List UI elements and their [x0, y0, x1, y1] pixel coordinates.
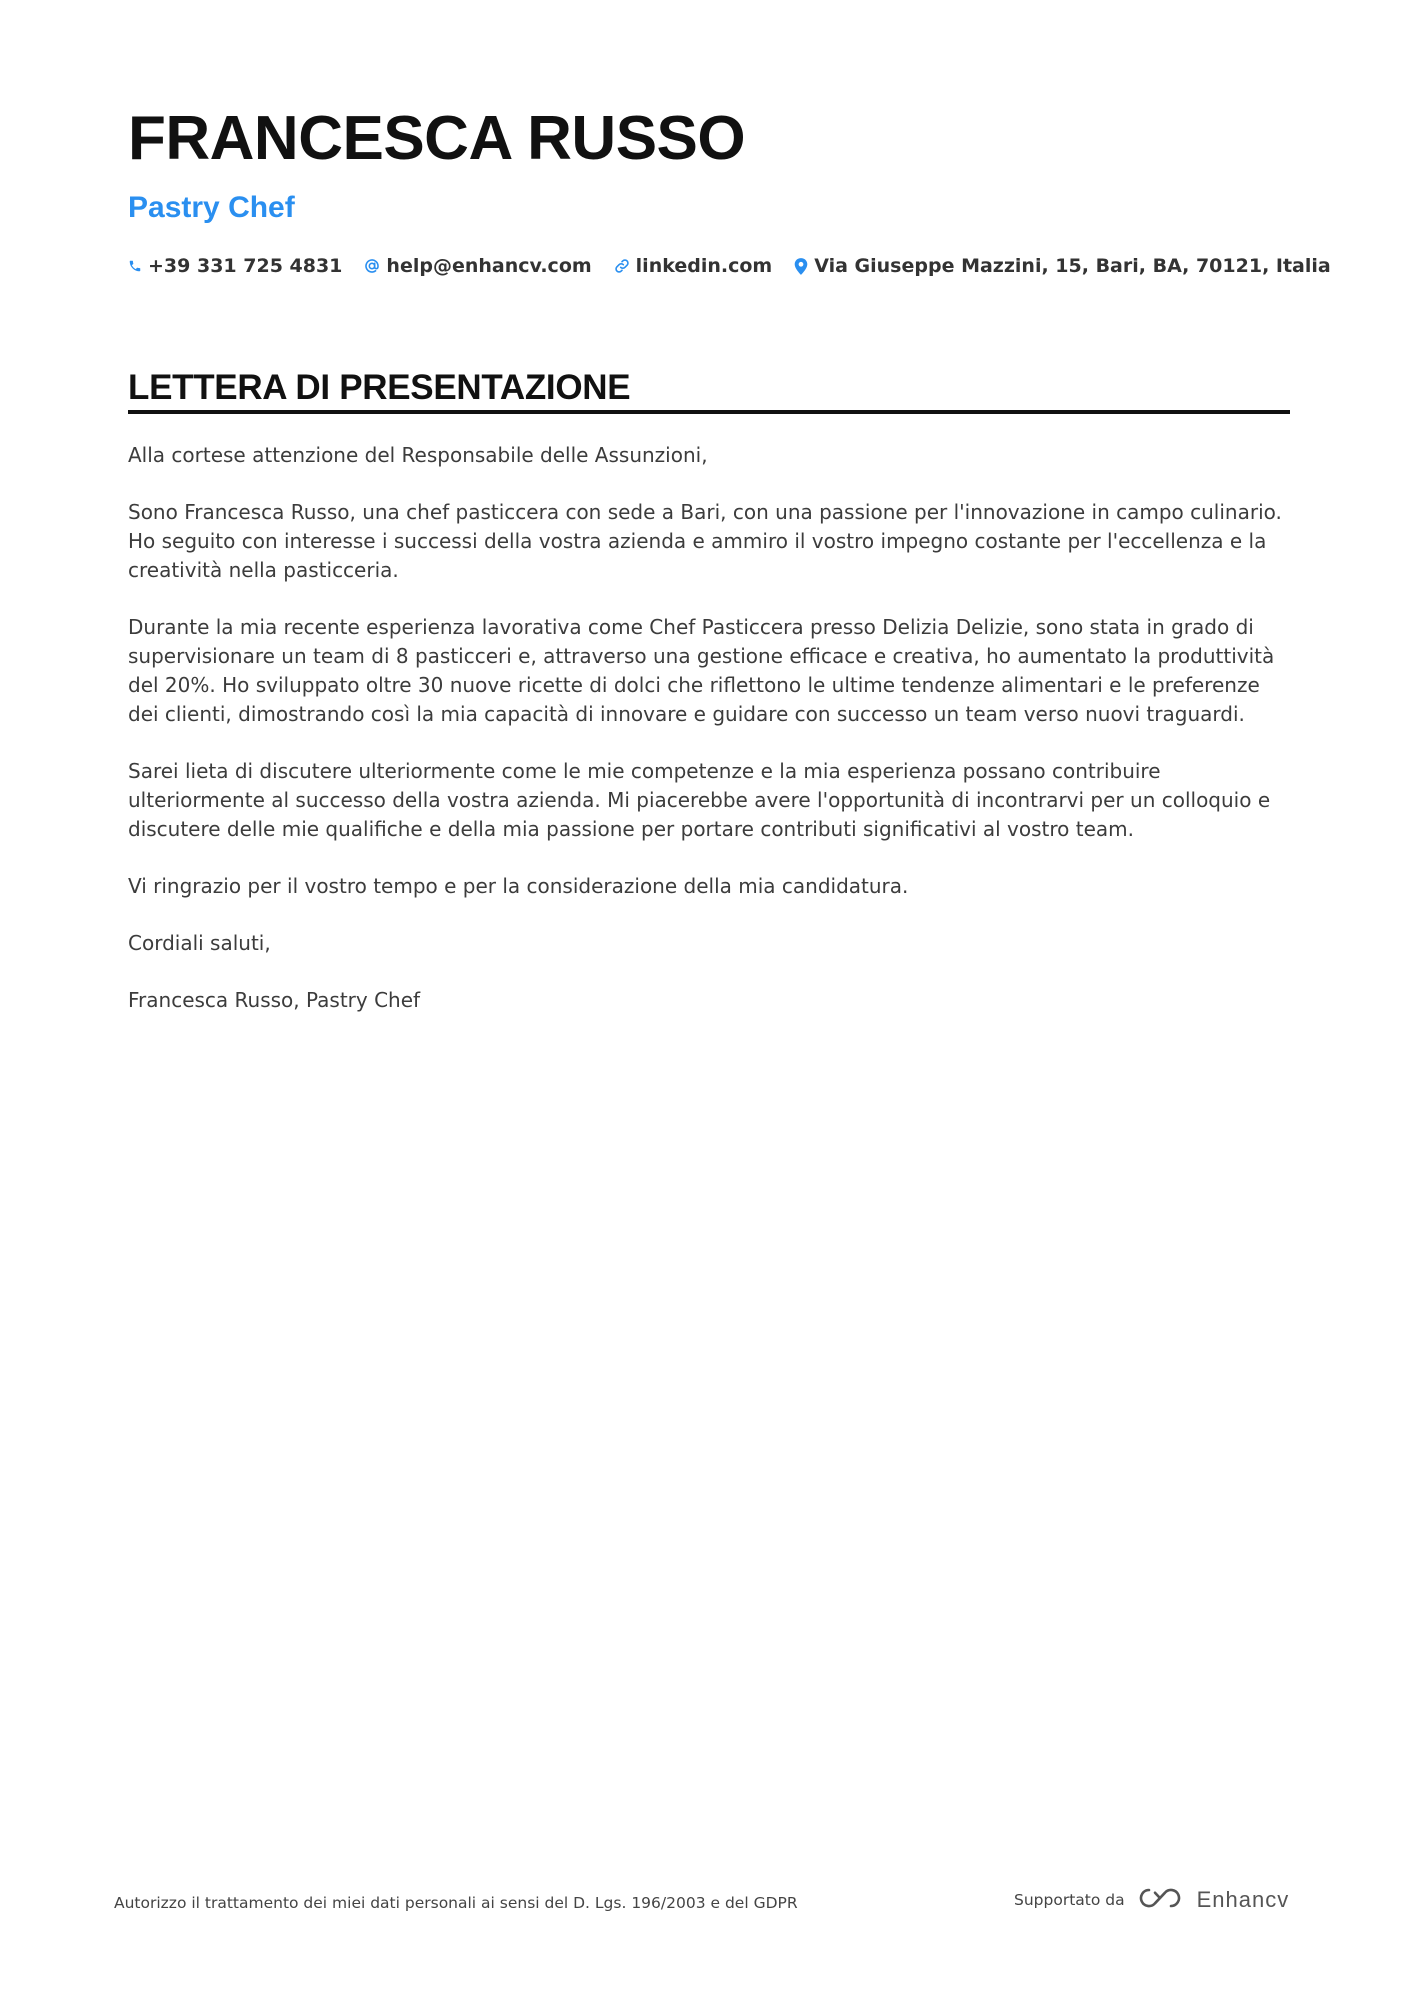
letter-signature: Francesca Russo, Pastry Chef — [128, 988, 421, 1012]
contact-email-text: help@enhancv.com — [386, 255, 592, 277]
contact-linkedin-text: linkedin.com — [635, 255, 773, 277]
contact-phone[interactable] — [128, 255, 342, 277]
link-icon — [614, 258, 630, 274]
location-pin-icon — [794, 258, 808, 275]
contact-address — [794, 255, 1331, 277]
letter-closing: Cordiali saluti, — [128, 931, 271, 955]
enhancv-logo-icon — [1137, 1886, 1183, 1914]
section-divider — [128, 410, 1290, 414]
letter-paragraph: Vi ringrazio per il vostro tempo e per la considerazione della mia candidatura. — [128, 874, 909, 898]
contact-email[interactable] — [364, 255, 591, 277]
letter-paragraph: Durante la mia recente esperienza lavorativa come Chef Pasticcera presso Delizia Delizie, sono stata in grado di supervisionare un team di 8 pasticceri e, attraverso una gestione efficace e creativa, ho aumentato la produttività del 20%. Ho sviluppato oltre 30 nuove ricette di dolci che riflettono le ultime tendenze alimentari e le preferenze dei clienti, dimostrando così la mia capacità di innovare e guidare con successo un team verso nuovi traguardi. — [128, 615, 1275, 726]
brand-name: Enhancv — [1196, 1887, 1290, 1912]
contact-bar — [128, 255, 1331, 277]
contact-address-text: Via Giuseppe Mazzini, 15, Bari, BA, 70121, Italia — [814, 255, 1331, 277]
section-title: LETTERA DI PRESENTAZIONE — [128, 368, 631, 407]
candidate-role: Pastry Chef — [128, 191, 295, 224]
at-icon — [364, 258, 380, 274]
candidate-name: FRANCESCA RUSSO — [128, 104, 746, 173]
brand-logo — [1137, 1886, 1290, 1914]
letter-body — [128, 441, 1293, 1043]
contact-linkedin[interactable] — [614, 255, 773, 277]
letter-paragraph: Sono Francesca Russo, una chef pasticcera con sede a Bari, con una passione per l'innovazione in campo culinario. Ho seguito con interesse i successi della vostra azienda e ammiro il vostro impegno costante per l'eccellenza e la creatività nella pasticceria. — [128, 500, 1282, 582]
powered-by-label: Supportato da — [1014, 1891, 1125, 1909]
powered-by[interactable] — [1014, 1886, 1289, 1914]
privacy-consent: Autorizzo il trattamento dei miei dati personali ai sensi del D. Lgs. 196/2003 e del GDPR — [114, 1894, 798, 1912]
letter-paragraph: Sarei lieta di discutere ulteriormente come le mie competenze e la mia esperienza possano contribuire ulteriormente al successo della vostra azienda. Mi piacerebbe avere l'opportunità di incontrarvi per un colloquio e discutere delle mie qualifiche e della mia passione per portare contributi significativi al vostro team. — [128, 759, 1271, 841]
letter-greeting: Alla cortese attenzione del Responsabile delle Assunzioni, — [128, 443, 708, 467]
phone-icon — [128, 259, 142, 273]
contact-phone-text: +39 331 725 4831 — [148, 255, 343, 277]
